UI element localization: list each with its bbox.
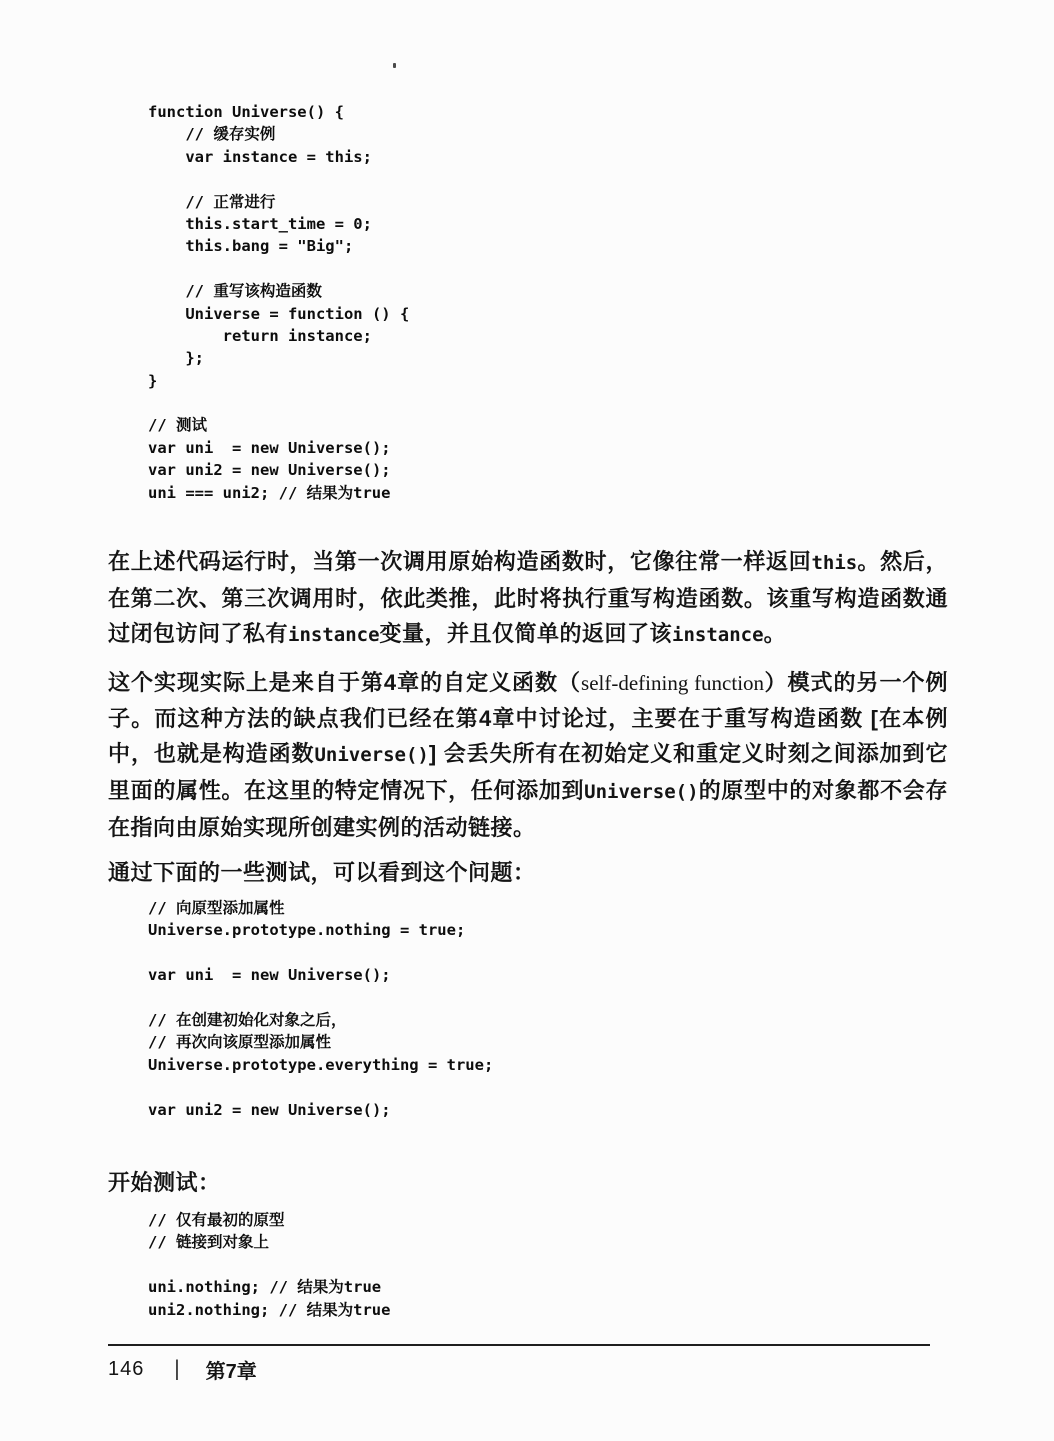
code-line: Universe = function () { [148,304,410,323]
paragraph-text: 的原型中的对象都不会存在指向由原始实现所创建实例的活动链接。 [108,778,948,840]
code-line: uni.nothing; // 结果为true [148,1278,382,1297]
code-line: this.bang = "Big"; [148,237,354,256]
body-paragraph: 开始测试： [108,1170,221,1195]
latin-term: self-defining function [581,671,765,695]
code-line: Universe.prototype.nothing = true; [148,921,466,940]
paragraph-text: 变量，并且仅简单的返回了该 [379,621,673,646]
page-number: 146 [108,1357,145,1380]
code-line: // 链接到对象上 [148,1233,269,1252]
footer-separator: | [174,1356,180,1381]
body-paragraph [108,544,948,653]
code-line: // 重写该构造函数 [148,282,322,301]
code-block-singleton-universe [148,101,409,504]
inline-code: this [811,552,858,574]
paragraph-text: 在上述代码运行时，当第一次调用原始构造函数时，它像往常一样返回 [108,549,812,574]
code-line: // 缓存实例 [148,125,276,144]
code-line: uni2.nothing; // 结果为true [148,1300,391,1319]
code-line: // 在创建初始化对象之后， [148,1010,347,1029]
code-line: // 向原型添加属性 [148,899,285,917]
code-line [148,258,409,280]
code-line [148,942,493,964]
paragraph-text: 。然后，在第二次、第三次调用时，依此类推，此时将执行重写构造函数。该重写构造函数通过闭包访问了私有 [108,549,948,646]
inline-code: Universe() [314,744,429,766]
code-line: // 测试 [148,416,207,435]
code-line [148,392,409,414]
chapter-label: 第7章 [205,1360,257,1383]
page-footer [108,1356,257,1382]
code-line: var uni2 = new Universe(); [148,1100,391,1119]
code-line: var uni = new Universe(); [148,966,391,985]
inline-code: instance [288,624,380,646]
body-paragraph: 通过下面的一些测试，可以看到这个问题： [108,860,536,885]
code-line [148,987,493,1009]
code-line [148,168,409,190]
code-line: var instance = this; [148,147,372,166]
paragraph-text: ）模式的另一个例子。而这种方法的缺点我们已经在第4章中讨论过，主要在于重写构造函数 [在本例中，也就是构造函数 [108,670,948,766]
footer-divider [108,1344,930,1346]
paragraph-text: ] 会丢失所有在初始定义和重定义时刻之间添加到它里面的属性。在这里的特定情况下，任何添加到 [108,741,948,803]
code-line: var uni2 = new Universe(); [148,461,391,480]
paragraph-text: 。 [763,621,787,646]
code-line: Universe.prototype.everything = true; [148,1055,494,1074]
body-paragraph [108,665,948,845]
code-line: // 正常进行 [148,192,276,211]
code-line: // 仅有最初的原型 [148,1211,285,1229]
paragraph-text: 这个实现实际上是来自于第4章的自定义函数（ [108,670,582,695]
code-line: var uni = new Universe(); [148,438,391,457]
inline-code: Universe() [584,781,699,803]
code-block-test-results [148,1209,390,1321]
code-line: uni === uni2; // 结果为true [148,483,391,502]
code-line [148,1254,390,1276]
code-line: }; [148,349,204,368]
code-line: function Universe() { [148,103,344,121]
scan-artifact-dot [393,63,396,68]
code-line: return instance; [148,326,372,345]
code-line: this.start_time = 0; [148,214,372,233]
code-line: } [148,371,158,390]
code-block-prototype-test-setup [148,897,493,1121]
inline-code: instance [672,624,764,646]
code-line: // 再次向该原型添加属性 [148,1033,331,1052]
code-line [148,1076,493,1098]
